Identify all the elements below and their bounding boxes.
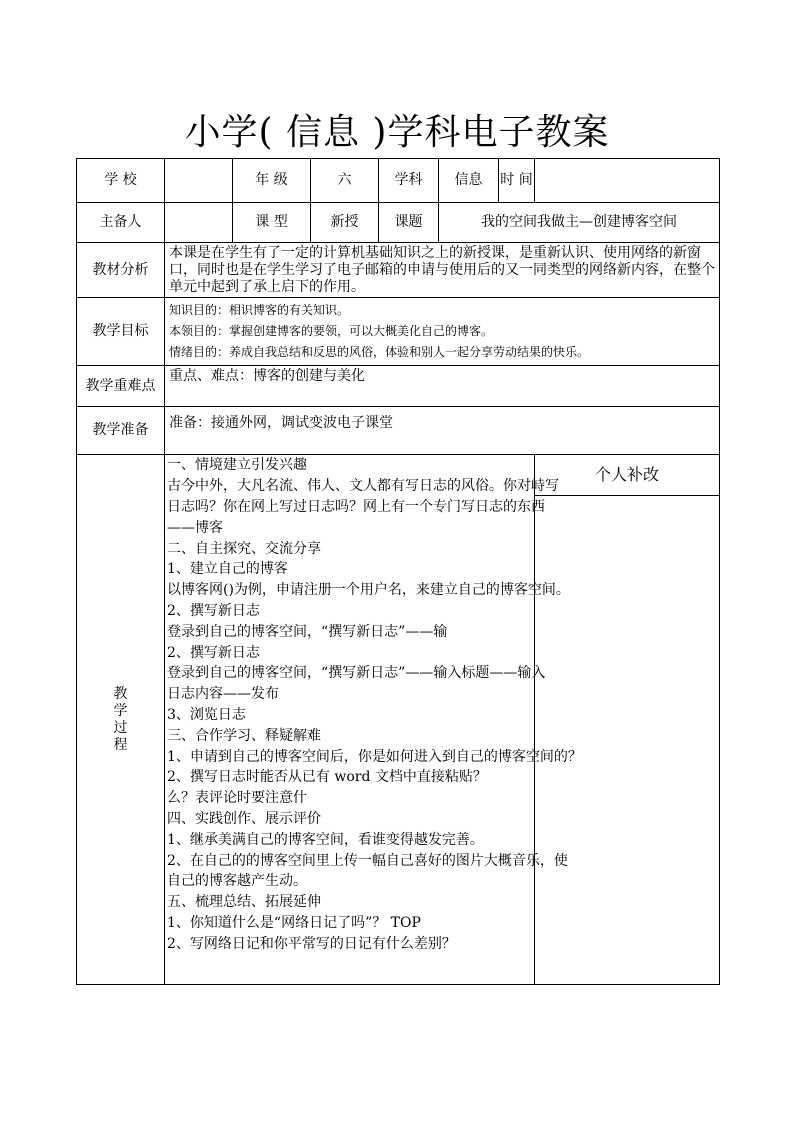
process-label xyxy=(77,455,165,985)
process-line: 2、在自己的的博客空间里上传一幅自己喜好的图片大概音乐，使 xyxy=(167,852,568,869)
subject-label: 学科 xyxy=(379,159,439,203)
objectives-text xyxy=(165,298,720,366)
process-line: 古今中外，大凡名流、伟人、文人都有写日志的风俗。你对峙写 xyxy=(167,478,559,495)
process-line: 1、继承美满自己的博客空间，看谁变得越发完善。 xyxy=(167,831,484,848)
process-label-char: 程 xyxy=(113,736,128,753)
lesson-plan-table xyxy=(76,158,720,985)
process-line: 2、撰写新日志 xyxy=(167,602,260,619)
process-content xyxy=(165,455,582,985)
preparer-label: 主备人 xyxy=(77,203,165,243)
preparation-row xyxy=(77,407,720,455)
process-line: 以博客网()为例，申请注册一个用户名，来建立自己的博客空间。 xyxy=(167,582,570,599)
school-value xyxy=(165,159,233,203)
analysis-label: 教材分析 xyxy=(77,243,165,298)
process-line: 四、实践创作、展示评价 xyxy=(167,810,321,827)
preparer-value xyxy=(165,203,233,243)
topic-value: 我的空间我做主—创建博客空间 xyxy=(439,203,720,243)
process-line: 五、梳理总结、拓展延伸 xyxy=(167,894,321,911)
objective-skill: 本领目的：掌握创建博客的要领，可以大概美化自己的博客。 xyxy=(169,324,494,339)
key-points-row xyxy=(77,366,720,407)
topic-label: 课题 xyxy=(379,203,439,243)
objectives-label: 教学目标 xyxy=(77,298,165,366)
objective-emotion: 情绪目的：养成自我总结和反思的风俗，体验和别人一起分享劳动结果的快乐。 xyxy=(169,345,590,360)
objectives-row xyxy=(77,298,720,366)
info-row-1 xyxy=(77,159,720,203)
process-row xyxy=(77,455,720,985)
grade-label: 年 级 xyxy=(233,159,311,203)
objective-knowledge: 知识目的：相识博客的有关知识。 xyxy=(169,303,350,318)
process-line: 日志内容——发布 xyxy=(167,686,279,703)
process-line: 1、你知道什么是“网络日记了吗”？ TOP xyxy=(167,914,421,931)
analysis-text: 本课是在学生有了一定的计算机基础知识之上的新授课，是重新认识、使用网络的新窗口，同时也是在学生学习了电子邮箱的申请与使用后的又一同类型的网络新内容，在整个单元中起到了承上启下的作用。 xyxy=(165,243,720,298)
process-line: 2、写网络日记和你平常写的日记有什么差别？ xyxy=(167,935,456,952)
time-label: 时 间 xyxy=(499,159,535,203)
process-line: 自己的博客越产生动。 xyxy=(167,873,307,890)
grade-value: 六 xyxy=(311,159,379,203)
process-line: 三、合作学习、释疑解难 xyxy=(167,727,321,744)
process-line: 1、建立自己的博客 xyxy=(167,561,288,578)
preparation-label: 教学准备 xyxy=(77,407,165,455)
process-line: 2、撰写日志时能否从已有 word 文档中直接粘贴？ xyxy=(167,769,487,786)
school-label: 学 校 xyxy=(77,159,165,203)
process-line: 登录到自己的博客空间，“撰写新日志”——输 xyxy=(167,623,448,640)
process-line: 二、自主探究、交流分享 xyxy=(167,540,321,557)
lesson-type-label: 课 型 xyxy=(233,203,311,243)
time-value xyxy=(535,159,720,203)
process-line: 3、浏览日志 xyxy=(167,706,246,723)
info-row-2 xyxy=(77,203,720,243)
personal-revision-column xyxy=(535,455,720,985)
page-title: 小学( 信息 )学科电子教案 xyxy=(184,112,610,153)
key-points-text: 重点、难点：博客的创建与美化 xyxy=(165,366,720,407)
preparation-text: 准备：接通外网，调试变波电子课堂 xyxy=(165,407,720,455)
process-line: 么？表评论时要注意什 xyxy=(167,790,307,807)
process-label-char: 学 xyxy=(113,703,128,720)
personal-revision-header: 个人补改 xyxy=(535,455,719,496)
process-label-char: 过 xyxy=(113,719,128,736)
process-line: 日志吗？你在网上写过日志吗？网上有一个专门写日志的东西 xyxy=(167,498,545,515)
lesson-type-value: 新授 xyxy=(311,203,379,243)
analysis-row xyxy=(77,243,720,298)
subject-value: 信息 xyxy=(439,159,499,203)
process-line: ——博客 xyxy=(167,519,223,536)
process-line: 1、申请到自己的博客空间后，你是如何进入到自己的博客空间的？ xyxy=(167,748,582,765)
process-label-char: 教 xyxy=(113,686,128,703)
process-line: 登录到自己的博客空间，“撰写新日志”——输入标题——输入 xyxy=(167,665,546,682)
process-line: 一、情境建立引发兴趣 xyxy=(167,457,307,474)
key-points-label: 教学重难点 xyxy=(77,366,165,407)
process-line: 2、撰写新日志 xyxy=(167,644,260,661)
